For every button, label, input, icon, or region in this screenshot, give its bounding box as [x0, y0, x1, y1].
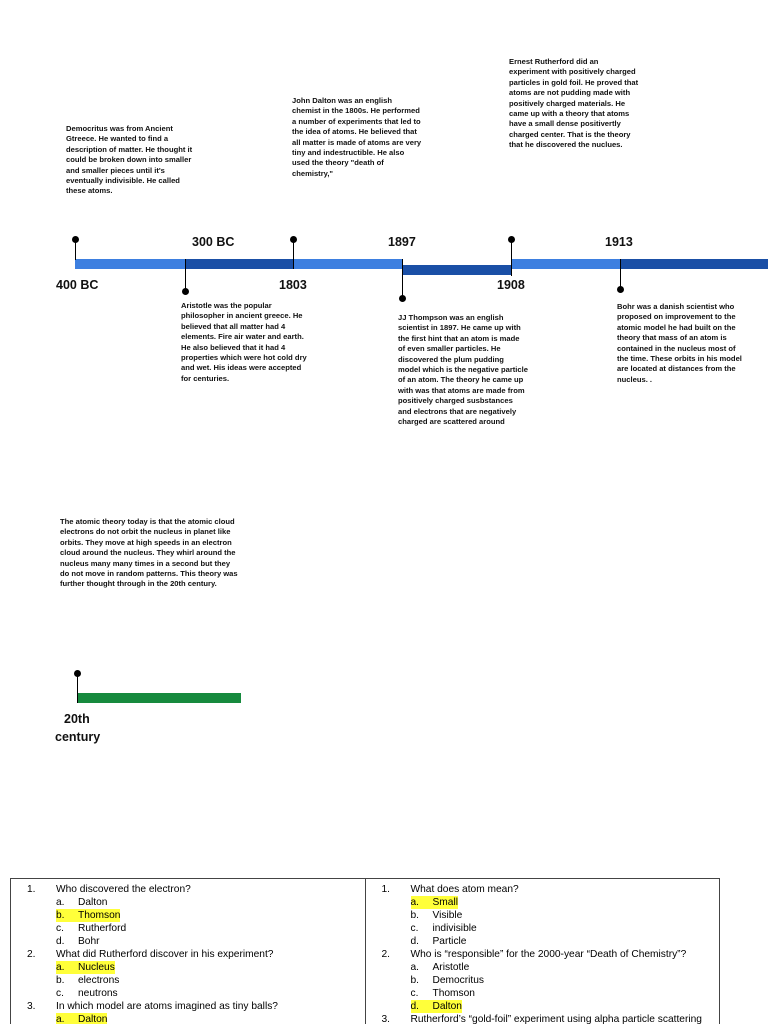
option-letter: a. [56, 961, 78, 974]
answer-option [27, 909, 359, 922]
option-text: electrons [78, 975, 120, 986]
option-letter: b. [56, 909, 78, 922]
marker-stem-20th-century [77, 675, 78, 703]
year-label-20th-century-line2: century [55, 730, 101, 744]
answer-option [27, 961, 359, 974]
year-label-300bc: 300 BC [192, 235, 235, 249]
timeline-segment-1913 [620, 259, 768, 269]
answer-option [382, 961, 714, 974]
question-text: Who is “responsible” for the 2000-year “Death of Chemistry”? [410, 949, 687, 960]
option-text: Aristotle [432, 962, 470, 973]
answer-option [27, 935, 359, 948]
answer-option [382, 896, 714, 909]
highlighted-answer: Small [432, 897, 458, 908]
timeline-segment-400bc [75, 259, 185, 269]
question-row [382, 883, 714, 896]
option-letter: a. [56, 897, 65, 908]
option-text: indivisible [432, 923, 477, 934]
answer-option [27, 974, 359, 987]
answer-option [27, 922, 359, 935]
highlighted-answer: Nucleus [78, 962, 115, 973]
question-number: 2. [27, 949, 36, 960]
year-label-1803: 1803 [279, 278, 307, 292]
timeline-segment-300bc [185, 259, 293, 269]
option-text: Rutherford [78, 923, 127, 934]
marker-dot-20th-century [74, 670, 81, 677]
answer-option [382, 909, 714, 922]
option-letter: b. [56, 975, 65, 986]
year-label-400bc: 400 BC [56, 278, 99, 292]
marker-dot-1908 [508, 236, 515, 243]
timeline-segment-1908 [511, 259, 620, 269]
highlighted-answer: Dalton [432, 1001, 462, 1012]
option-letter: c. [56, 988, 64, 999]
answer-option [382, 987, 714, 1000]
question-number: 2. [381, 949, 390, 960]
democritus-note: Democritus was from Ancient Gtreece. He wanted to find a description of matter. He thought it could be broken down into smaller and smaller pieces until it's eventually indivisible. He called these atoms. [66, 124, 193, 196]
option-letter: a. [56, 1013, 78, 1024]
highlighted-answer: Thomson [78, 910, 121, 921]
option-letter: d. [410, 936, 419, 947]
marker-dot-1913 [617, 286, 624, 293]
option-letter: c. [410, 988, 419, 999]
option-text: Democritus [432, 975, 485, 986]
marker-dot-300bc [182, 288, 189, 295]
option-text: Visible [432, 910, 463, 921]
marker-dot-400bc [72, 236, 79, 243]
thompson-note: JJ Thompson was an english scientist in 1897. He came up with the first hint that an atom is made of even smaller particles. He discovered the plum pudding model which is the negative particle of an atom. The theory he came up with was that atoms are made from positively charged susbstances and electrons that are negatively charged are scattered around [398, 313, 528, 427]
modern-theory-note: The atomic theory today is that the atomic cloud electrons do not orbit the nucleus in planet like orbits. They move at high speeds in an electron cloud around the nucleus. They whirl around the nucleus many many times in a second but they do not move in random patterns. This theory was further thought through in the 20th century. [60, 517, 238, 589]
bohr-note: Bohr was a danish scientist who proposed on improvement to the atomic model he had built on the theory that mass of an atom is contained in the nucleus most of the time. These orbits in his model are located at distances from the nucleus. . [617, 302, 742, 384]
option-text: neutrons [78, 988, 118, 999]
option-letter: a. [410, 962, 419, 973]
rutherford-note: Ernest Rutherford did an experiment with positively charged particles in gold foil. He proved that atoms are not pudding made with positively charged materials. He came up with a theory that atoms have a small dense positivertly charged center. That is the theory that he discovered the nuclues. [509, 57, 639, 150]
option-text: Dalton [78, 897, 108, 908]
question-text: What does atom mean? [410, 884, 519, 895]
question-number: 1. [27, 884, 36, 895]
question-row [382, 948, 714, 961]
year-label-1897: 1897 [388, 235, 416, 249]
aristotle-note: Aristotle was the popular philosopher in ancient greece. He believed that all matter had 4 elements. Fire air water and earth. He also believed that it had 4 properties which were hot cold dry and wet. His ideas were accepted for centuries. [181, 301, 307, 383]
answer-option [382, 922, 714, 935]
question-text: What did Rutherford discover in his experiment? [56, 949, 274, 960]
question-number: 1. [381, 884, 390, 895]
year-label-1913: 1913 [605, 235, 633, 249]
question-row [382, 1013, 714, 1024]
marker-stem-1913 [620, 259, 621, 289]
timeline-segment-20th-century [77, 693, 241, 703]
marker-stem-1908 [511, 240, 512, 276]
marker-dot-1803 [290, 236, 297, 243]
question-row [27, 948, 359, 961]
answer-option [382, 974, 714, 987]
quiz-table [10, 878, 720, 1024]
option-letter: b. [410, 975, 419, 986]
option-letter: d. [56, 936, 65, 947]
marker-stem-300bc [185, 259, 186, 291]
marker-dot-1897 [399, 295, 406, 302]
highlighted-answer: Dalton [78, 1014, 108, 1024]
option-letter: c. [410, 923, 419, 934]
answer-option [27, 1013, 359, 1024]
dalton-note: John Dalton was an english chemist in the 1800s. He performed a number of experiments that led to the idea of atoms. He believed that all matter is made of atoms are very tiny and indestructible. He also used the theory "death of chemistry," [292, 96, 422, 178]
marker-stem-1803 [293, 240, 294, 269]
answer-option [382, 935, 714, 948]
year-label-20th-century-line1: 20th [64, 712, 90, 726]
question-number: 3. [381, 1014, 390, 1024]
question-text: Who discovered the electron? [56, 884, 191, 895]
option-text: Thomson [432, 988, 475, 999]
option-letter: d. [411, 1000, 433, 1013]
option-letter: c. [56, 923, 64, 934]
answer-option [27, 987, 359, 1000]
timeline-segment-1803 [293, 259, 402, 269]
answer-option [382, 1000, 714, 1013]
option-text: Particle [432, 936, 467, 947]
question-number: 3. [27, 1001, 36, 1012]
answer-option [27, 896, 359, 909]
year-label-1908: 1908 [497, 278, 525, 292]
marker-stem-1897 [402, 259, 403, 297]
timeline-segment-1897 [402, 265, 511, 275]
question-row [27, 883, 359, 896]
quiz-column-right [365, 879, 720, 1024]
question-text: Rutherford’s “gold-foil” experiment using alpha particle scattering [410, 1014, 702, 1024]
option-letter: b. [410, 910, 419, 921]
question-text: In which model are atoms imagined as tiny balls? [56, 1001, 278, 1012]
option-text: Bohr [78, 936, 100, 947]
marker-stem-400bc [75, 240, 76, 260]
quiz-column-left [11, 879, 365, 1024]
option-letter: a. [411, 896, 433, 909]
question-row [27, 1000, 359, 1013]
